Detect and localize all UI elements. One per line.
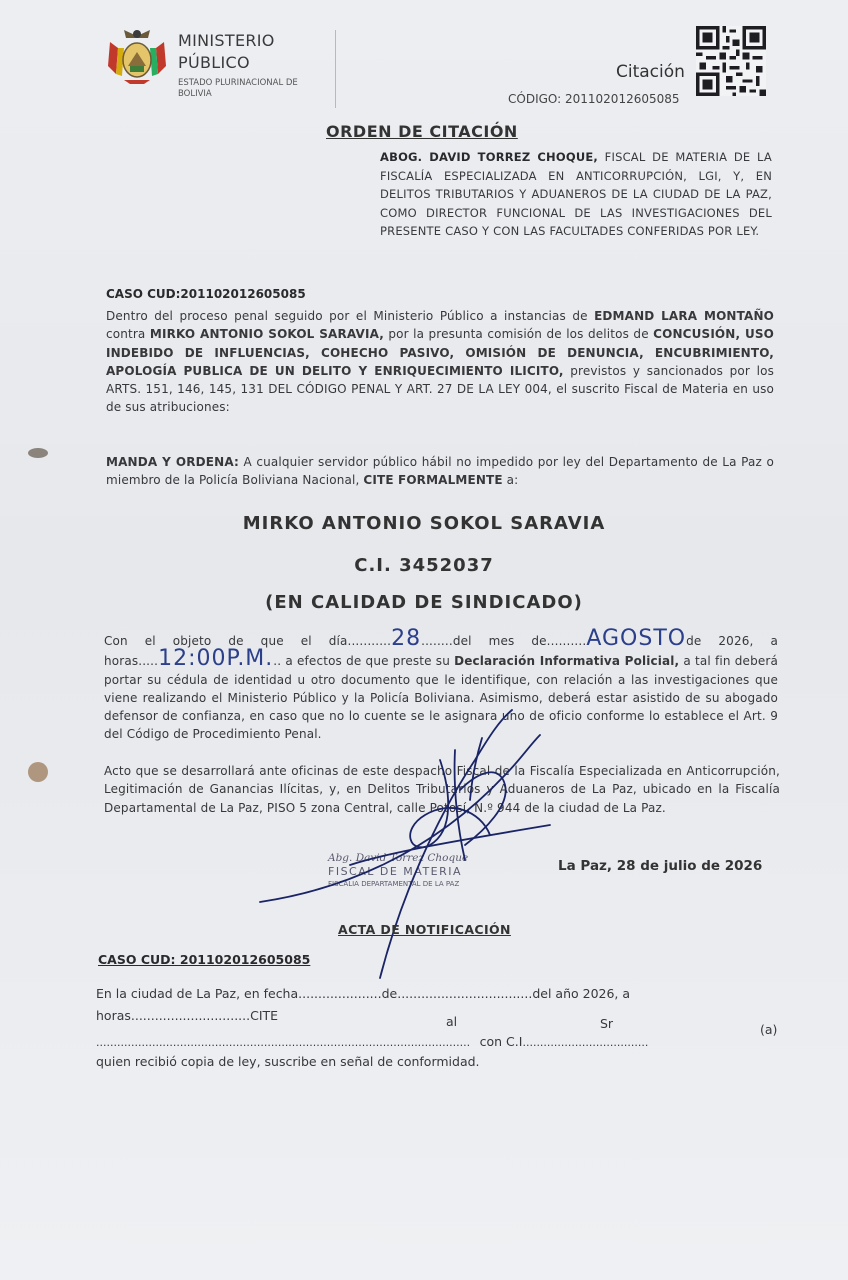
- case-number-notification: CASO CUD: 201102012605085: [98, 952, 311, 967]
- p2-manda: MANDA Y ORDENA:: [106, 455, 239, 469]
- stamp-line3: FISCALIA DEPARTAMENTAL DE LA PAZ: [328, 880, 460, 888]
- ministry-sub2: BOLIVIA: [178, 89, 212, 99]
- notification-line3: [96, 1034, 784, 1049]
- notif-l3b: con C.I: [479, 1034, 523, 1049]
- issue-date: La Paz, 28 de julio de 2026: [558, 858, 763, 874]
- fiscal-line1: FISCAL DE MATERIA: [598, 150, 728, 164]
- notif-l1c: de: [381, 986, 398, 1001]
- p1-text1: Dentro del proceso penal seguido por el Ministerio Público a instancias de: [106, 309, 595, 323]
- p1-accused: MIRKO ANTONIO SOKOL SARAVIA,: [149, 327, 384, 342]
- p2-text2: a:: [502, 473, 519, 488]
- p1-text2: contra: [106, 327, 150, 342]
- cited-person-role: (EN CALIDAD DE SINDICADO): [265, 592, 583, 613]
- notif-l2c: CITE: [250, 1008, 279, 1023]
- notif-l2f: (a): [760, 1022, 778, 1037]
- p3-text4: a efectos de que preste su: [281, 654, 455, 669]
- notif-l2d: al: [446, 1014, 458, 1029]
- notif-l2b: ..............................: [130, 1008, 251, 1023]
- paragraph-order: [106, 453, 774, 490]
- p1-text3: por la presunta comisión de los delitos de: [383, 327, 654, 342]
- notif-l3a: ...........................................................................................................: [96, 1036, 471, 1049]
- header-divider: [335, 30, 336, 108]
- notif-l3c: ....................................: [522, 1036, 649, 1049]
- p2-cite: CITE FORMALMENTE: [363, 473, 503, 488]
- ministry-name: [178, 30, 275, 74]
- ministry-subtitle: [178, 78, 318, 100]
- p3-dots3: ..........: [546, 634, 587, 648]
- p3-dots1: ...........: [347, 634, 392, 648]
- p2-text1: A cualquier servidor público hábil no impedido por ley del Departamento de La Paz o miembro de la Policía Boliviana Nacional,: [106, 455, 775, 488]
- doc-code: CÓDIGO: 201102012605085: [508, 92, 680, 106]
- p3-dots5: ..: [273, 654, 282, 669]
- fiscal-name: ABOG. DAVID TORREZ CHOQUE,: [380, 150, 598, 164]
- p3-dots4: .....: [138, 654, 159, 669]
- paragraph-location: Acto que se desarrollará ante oficinas de este despacho Fiscal de la Fiscalía Especializada en Anticorrupción, Legitimación de Ganancias Ilícitas, y, en Delitos Tributarios y Aduaneros de La Paz, ubicado en la Fiscalía Departamental de La Paz, PISO 5 zona Central, calle Potosí, N.º 944 de la ciudad de La Paz.: [104, 764, 780, 815]
- fiscal-line2: DE LA FISCALÍA ESPECIALIZADA EN ANTICORRUPCIÓN,: [380, 150, 772, 183]
- qr-code-icon: [694, 26, 768, 96]
- handwritten-month: AGOSTO: [586, 626, 687, 651]
- handwritten-day: 28: [391, 626, 422, 651]
- ministry-line2: PÚBLICO: [178, 53, 250, 72]
- p3-dots2: ........: [421, 634, 453, 648]
- fiscal-line3: LGI, Y, EN DELITOS TRIBUTARIOS Y ADUANEROS DE LA: [380, 168, 772, 201]
- cited-person-ci: C.I. 3452037: [354, 555, 494, 576]
- stamp-line1: Abg. David Torrez Choque: [328, 852, 469, 864]
- handwritten-hour: 12:00P.M.: [158, 646, 274, 672]
- notif-l1d: ..................................: [397, 986, 533, 1001]
- paper-stain: [28, 448, 48, 458]
- notification-line1: [96, 986, 784, 1001]
- notif-l1b: .....................: [298, 986, 382, 1001]
- p3-text3: de 2026, a horas: [104, 634, 778, 669]
- document-title: ORDEN DE CITACIÓN: [326, 122, 518, 141]
- p1-text4: previstos y sancionados por los ARTS. 151, 146, 145, 131 DEL CÓDIGO PENAL Y ART. 27 DE LA LEY 004, el suscrito Fiscal de Materia en uso de sus atribuciones:: [106, 363, 774, 415]
- paper-stain: [28, 762, 48, 782]
- fiscal-line4: CIUDAD DE LA PAZ, COMO DIRECTOR FUNCIONAL DE: [380, 187, 772, 220]
- notif-l2a: horas: [96, 1008, 131, 1023]
- fiscal-line6: FACULTADES CONFERIDAS POR LEY.: [549, 224, 760, 238]
- stamp-line2: FISCAL DE MATERIA: [328, 865, 463, 878]
- p3-declaracion: Declaración Informativa Policial,: [454, 654, 680, 669]
- notif-l1e: del año 2026, a: [532, 986, 631, 1001]
- notification-line2: [96, 1008, 784, 1037]
- p3-text1: Con el objeto de que el día: [104, 634, 348, 648]
- notif-l2e: Sr: [600, 1016, 614, 1031]
- p1-complainant: EDMAND LARA MONTAÑO: [594, 309, 774, 323]
- paragraph-process: [106, 307, 774, 417]
- p3-text5: a tal fin deberá portar su cédula de identidad u otro documento que le identifique, con relación a las investigaciones que viene realizando el Ministerio Público y la Policía Boliviana. Asimismo, deberá estar asistido de su abogado defensor de confianza, en caso que no lo cuente se le asignara uno de oficio conforme lo establece el Art. 9 del Código de Procedimiento Penal.: [104, 654, 778, 742]
- doc-type-label: Citación: [616, 62, 685, 82]
- notification-title: ACTA DE NOTIFICACIÓN: [338, 922, 511, 937]
- case-number: CASO CUD:201102012605085: [106, 287, 306, 301]
- fiscal-line5: LAS INVESTIGACIONES DEL PRESENTE CASO Y CON LAS: [380, 205, 772, 238]
- fiscal-header-block: [380, 148, 772, 241]
- notification-line4: quien recibió copia de ley, suscribe en señal de conformidad.: [96, 1054, 480, 1069]
- bolivia-coat-of-arms-logo: [104, 26, 170, 86]
- p1-crimes: CONCUSIÓN, USO INDEBIDO DE INFLUENCIAS, COHECHO PASIVO, OMISIÓN DE DENUNCIA, ENCUBRIMIENTO, APOLOGÍA PUBLICA DE UN DELITO Y ENRIQUECIMIENTO ILICITO,: [106, 327, 775, 378]
- cited-person-name: MIRKO ANTONIO SOKOL SARAVIA: [242, 513, 606, 534]
- p3-text2: del mes de: [452, 634, 547, 648]
- ministry-sub1: ESTADO PLURINACIONAL DE: [178, 78, 298, 88]
- ministry-line1: MINISTERIO: [178, 31, 275, 50]
- notif-l1a: En la ciudad de La Paz, en fecha: [96, 986, 299, 1001]
